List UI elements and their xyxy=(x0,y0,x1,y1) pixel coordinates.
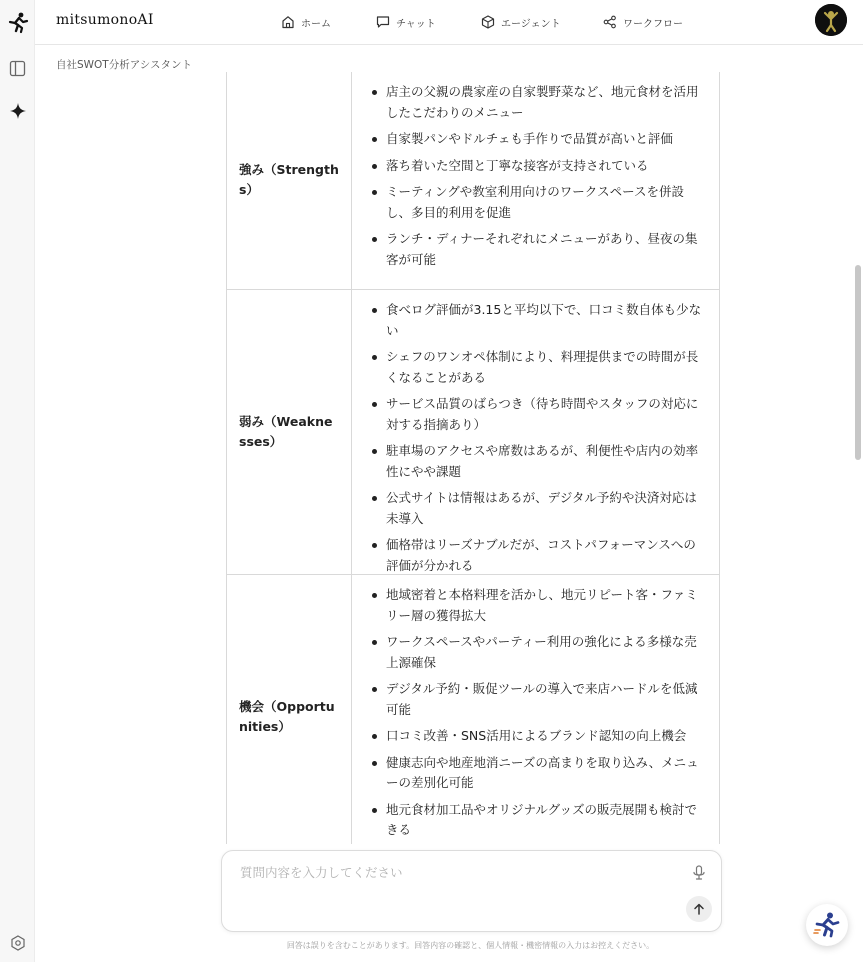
swot-item: 落ち着いた空間と丁寧な接客が支持されている xyxy=(372,156,703,177)
swot-item: 食べログ評価が3.15と平均以下で、口コミ数自体も少ない xyxy=(372,300,703,341)
sparkle-icon xyxy=(9,102,27,120)
swot-category: 強み（Strengths） xyxy=(227,72,352,289)
app-logo[interactable] xyxy=(0,10,35,36)
disclaimer-text: 回答は誤りを含むことがあります。回答内容の確認と、個人情報・機密情報の入力はお控えください。 xyxy=(286,941,655,950)
chat-input[interactable] xyxy=(240,865,670,880)
nav-home-label: ホーム xyxy=(301,18,331,30)
chat-composer xyxy=(221,850,722,932)
sparkle-button[interactable] xyxy=(0,100,35,122)
send-button[interactable] xyxy=(686,896,712,922)
nav-chat[interactable] xyxy=(376,12,436,32)
swot-items xyxy=(352,72,719,289)
swot-item: 自家製パンやドルチェも手作りで品質が高いと評価 xyxy=(372,129,703,150)
left-rail xyxy=(0,0,35,962)
swot-item: サービス品質のばらつき（待ち時間やスタッフの対応に対する指摘あり） xyxy=(372,394,703,435)
top-bar xyxy=(35,0,863,45)
share-icon xyxy=(603,15,617,29)
user-avatar[interactable] xyxy=(815,4,847,36)
sidebar-toggle-button[interactable] xyxy=(0,58,35,78)
swot-item: 健康志向や地産地消ニーズの高まりを取り込み、メニューの差別化可能 xyxy=(372,753,703,794)
swot-row-opportunities xyxy=(227,574,719,844)
swot-item: 店主の父親の農家産の自家製野菜など、地元食材を活用したこだわりのメニュー xyxy=(372,82,703,123)
sidebar-panel-icon xyxy=(9,60,26,77)
avatar-figure-icon xyxy=(815,4,847,36)
swot-item: ワークスペースやパーティー利用の強化による多様な売上源確保 xyxy=(372,632,703,673)
assistant-fab-button[interactable] xyxy=(806,904,848,946)
swot-row-strengths xyxy=(227,72,719,289)
swot-item: 価格帯はリーズナブルだが、コストパフォーマンスへの評価が分かれる xyxy=(372,535,703,576)
swot-item: デジタル予約・販促ツールの導入で来店ハードルを低減可能 xyxy=(372,679,703,720)
cube-icon xyxy=(481,15,495,29)
nav-workflow[interactable] xyxy=(603,12,683,32)
chat-content xyxy=(35,72,851,844)
brand-name[interactable]: mitsumonoAI xyxy=(56,12,154,28)
swot-item: 口コミ改善・SNS活用によるブランド認知の向上機会 xyxy=(372,726,703,747)
swot-items xyxy=(352,575,719,844)
chat-icon xyxy=(376,15,390,29)
voice-input-button[interactable] xyxy=(689,863,709,883)
swot-table xyxy=(226,72,720,844)
nav-chat-label: チャット xyxy=(396,18,436,30)
nav-agent-label: エージェント xyxy=(501,18,561,30)
swot-item: 公式サイトは情報はあるが、デジタル予約や決済対応は未導入 xyxy=(372,488,703,529)
swot-item: 駐車場のアクセスや席数はあるが、利便性や店内の効率性にやや課題 xyxy=(372,441,703,482)
breadcrumb[interactable]: 自社SWOT分析アシスタント xyxy=(56,59,192,71)
microphone-icon xyxy=(692,865,706,881)
swot-item: シェフのワンオペ体制により、料理提供までの時間が長くなることがある xyxy=(372,347,703,388)
swot-category: 弱み（Weaknesses） xyxy=(227,290,352,574)
swot-category: 機会（Opportunities） xyxy=(227,575,352,844)
runner-logo-icon xyxy=(6,11,30,35)
swot-item: 地域密着と本格料理を活かし、地元リピート客・ファミリー層の獲得拡大 xyxy=(372,585,703,626)
home-icon xyxy=(281,15,295,29)
runner-mascot-icon xyxy=(812,910,842,940)
swot-item: ランチ・ディナーそれぞれにメニューがあり、昼夜の集客が可能 xyxy=(372,229,703,270)
nav-agent[interactable] xyxy=(481,12,561,32)
arrow-up-icon xyxy=(692,902,706,916)
swot-item: ミーティングや教室利用向けのワークスペースを併設し、多目的利用を促進 xyxy=(372,182,703,223)
swot-row-weaknesses xyxy=(227,289,719,574)
swot-items xyxy=(352,290,719,574)
swot-item: 地元食材加工品やオリジナルグッズの販売展開も検討できる xyxy=(372,800,703,841)
nav-workflow-label: ワークフロー xyxy=(623,18,683,30)
nav-home[interactable] xyxy=(281,12,331,32)
page-scrollbar[interactable] xyxy=(855,265,861,460)
